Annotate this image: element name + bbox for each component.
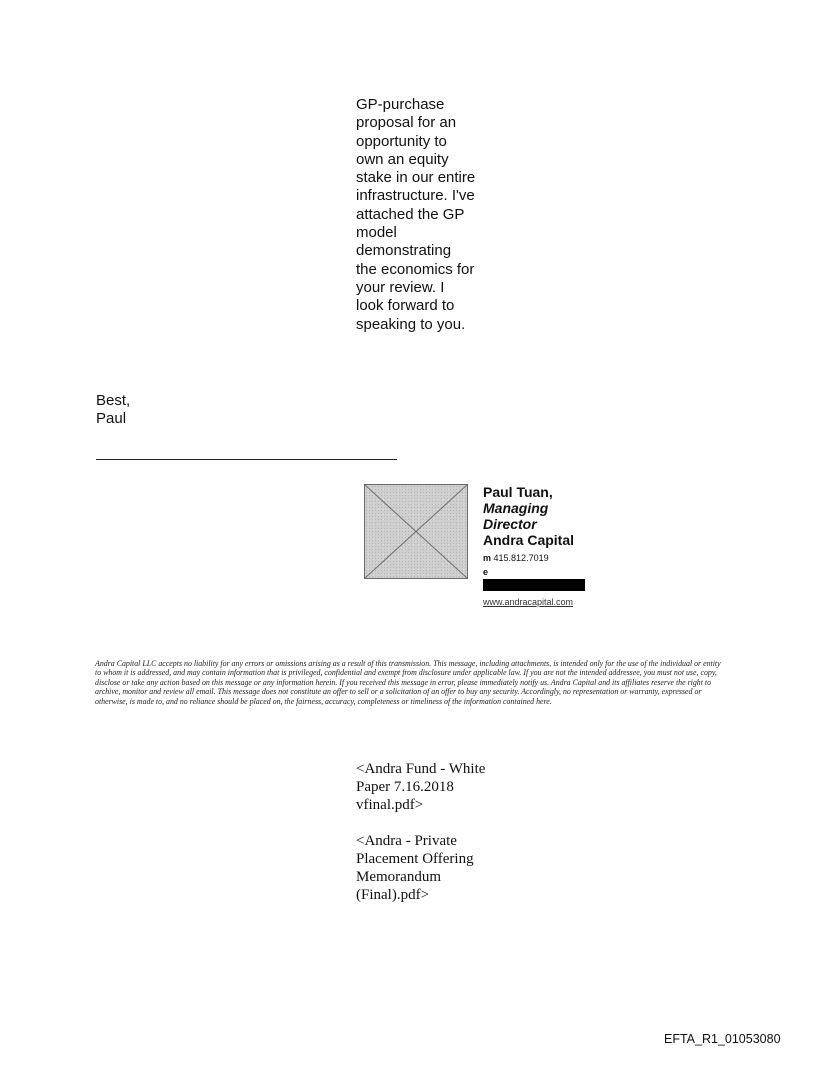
signature-mobile <box>483 552 603 564</box>
signature-name: Paul Tuan, <box>483 484 553 500</box>
attachment-item[interactable]: <Andra Fund - White Paper 7.16.2018 vfinal.pdf> <box>356 761 486 813</box>
mobile-label: m <box>483 553 492 563</box>
document-id: EFTA_R1_01053080 <box>664 1032 781 1046</box>
attachment-list <box>356 760 486 904</box>
redacted-email <box>483 579 585 591</box>
closing-block <box>96 392 130 429</box>
mobile-number[interactable]: 415.812.7019 <box>493 553 549 563</box>
signature-email <box>483 566 603 578</box>
attachment-item[interactable]: <Andra - Private Placement Offering Memorandum (Final).pdf> <box>356 833 474 903</box>
legal-disclaimer: Andra Capital LLC accepts no liability for any errors or omissions arising as a result of this transmission. This message, including attachments, is intended only for the use of the individual or entity to whom it is addressed, and may contain information that is privileged, confidential and exempt from disclosure under applicable law. If you are not the intended addressee, you must not use, copy, disclose or take any action based on this message or any information herein. If you received this message in error, please immediately notify us. Andra Capital and its affiliates reserve the right to archive, monitor and review all email. This message does not constitute an offer to sell or a solicitation of an offer to buy any security. Accordingly, no representation or warranty, expressed or otherwise, is made to, and no reliance should be placed on, the fairness, accuracy, completeness or timeliness of the information contained here. <box>95 659 721 706</box>
signature-company: Andra Capital <box>483 532 575 548</box>
website-link[interactable]: www.andracapital.com <box>483 597 574 607</box>
sender-first-name: Paul <box>96 410 127 428</box>
missing-image-icon <box>364 484 468 579</box>
email-signature <box>483 484 603 610</box>
signature-title: Managing Director <box>483 500 549 532</box>
email-label: e <box>483 567 489 577</box>
closing-salutation: Best, <box>96 392 131 409</box>
message-body: GP-purchase proposal for an opportunity to own an equity stake in our entire infrastructure. I've attached the GP model demonstrating the economics for your review. I look forward to speaking to you. <box>356 96 476 333</box>
signature-divider <box>96 459 397 460</box>
